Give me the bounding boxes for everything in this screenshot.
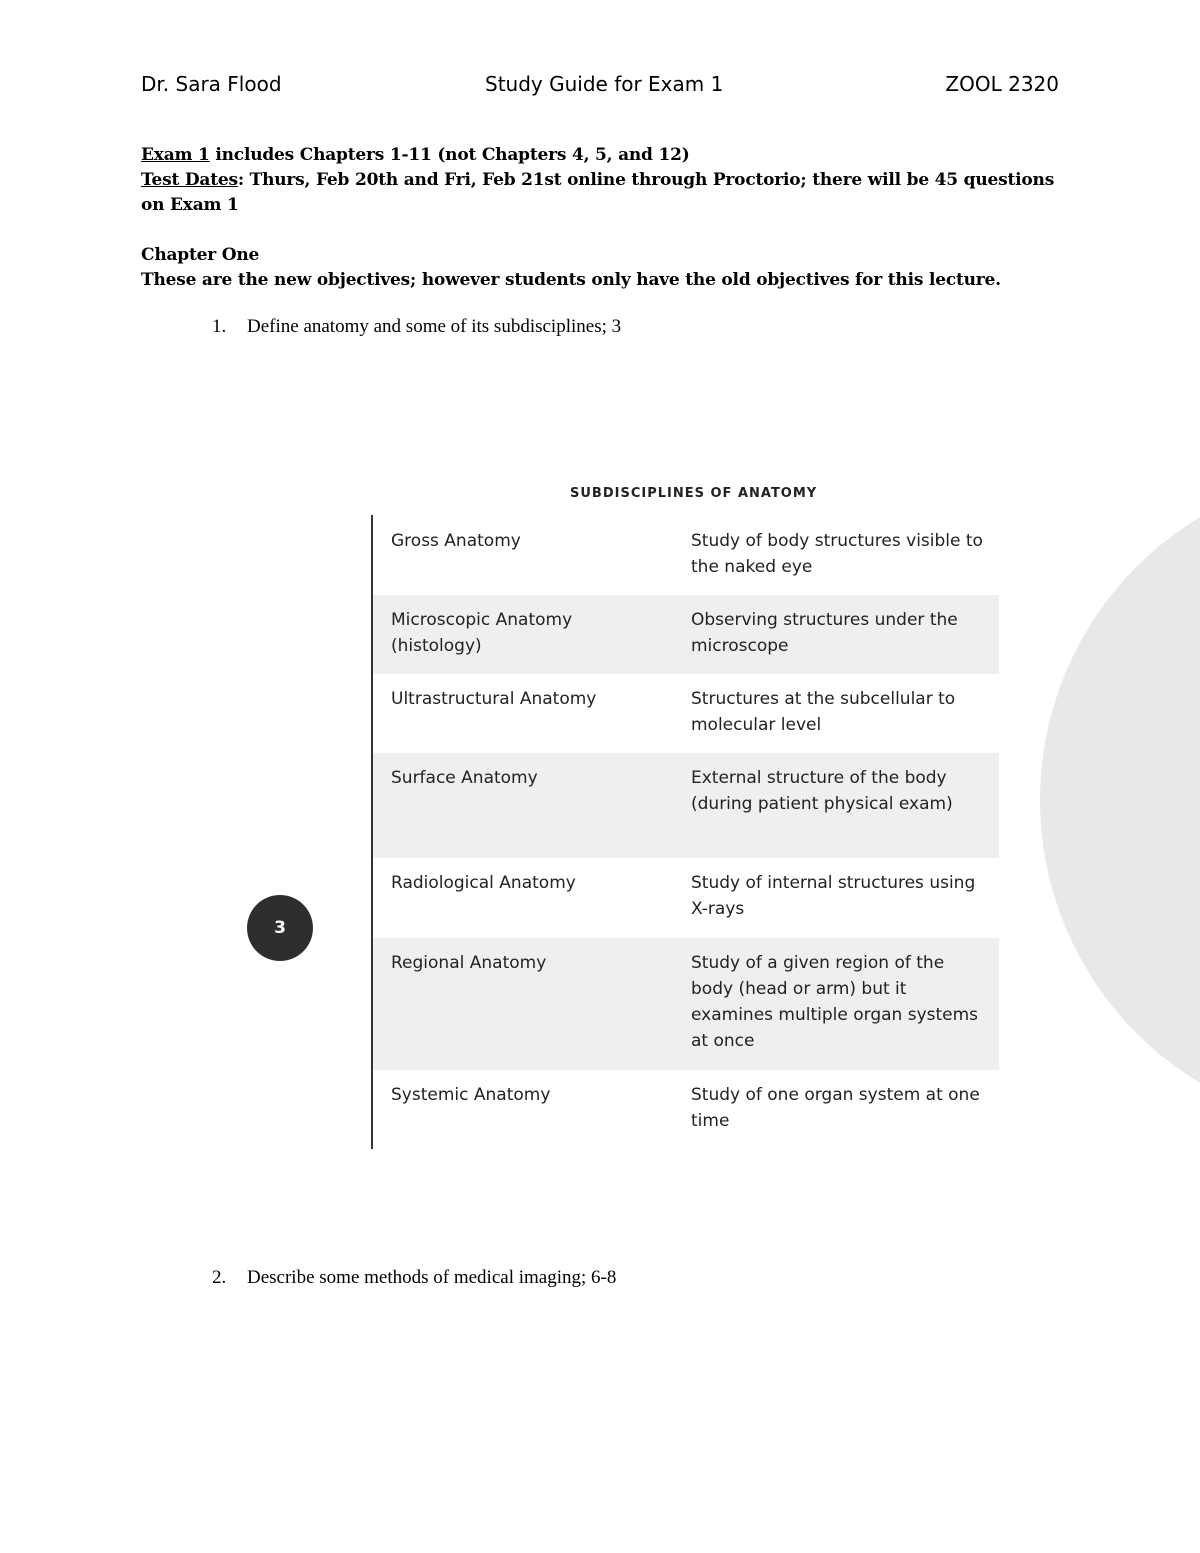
definition-cell: Study of internal structures using X-rays (691, 873, 976, 919)
definition-cell: Study of one organ system at one time (691, 1085, 980, 1131)
exam-scope-text: includes Chapters 1-11 (not Chapters 4, 5, and 12) (209, 145, 690, 165)
table-row (373, 674, 999, 753)
header-title: Study Guide for Exam 1 (485, 72, 724, 96)
term-cell: Radiological Anatomy (391, 873, 576, 893)
table-row (373, 1070, 999, 1149)
header-author: Dr. Sara Flood (141, 72, 282, 96)
table-row (373, 595, 999, 674)
term-cell: Systemic Anatomy (391, 1085, 551, 1105)
definition-cell: External structure of the body (during patient physical exam) (691, 768, 953, 814)
objective-item (212, 316, 621, 338)
chapter-title: Chapter One (141, 245, 260, 265)
slide-number-badge: 3 (247, 895, 313, 961)
subdisciplines-table (373, 516, 999, 1149)
objective-number: 2. (212, 1267, 227, 1288)
chapter-section (141, 243, 1101, 293)
header-course: ZOOL 2320 (945, 72, 1059, 96)
definition-cell: Observing structures under the microscope (691, 610, 958, 656)
objective-text: Define anatomy and some of its subdisciplines; 3 (247, 316, 622, 337)
exam-scope-line (141, 143, 1061, 168)
exam-label: Exam 1 (141, 145, 210, 165)
slide-title: SUBDISCIPLINES OF ANATOMY (570, 486, 818, 501)
test-dates-line (141, 168, 1061, 218)
objective-number: 1. (212, 316, 227, 337)
table-row (373, 858, 999, 938)
definition-cell: Structures at the subcellular to molecular level (691, 689, 956, 735)
table-row (373, 753, 999, 858)
term-cell: Gross Anatomy (391, 531, 521, 551)
term-cell: Regional Anatomy (391, 953, 547, 973)
definition-cell: Study of body structures visible to the naked eye (691, 531, 983, 577)
definition-cell: Study of a given region of the body (head or arm) but it examines multiple organ systems at once (691, 953, 979, 1051)
chapter-note: These are the new objectives; however students only have the old objectives for this lecture. (141, 270, 1001, 290)
exam-info (141, 143, 1061, 218)
table-row (373, 516, 999, 595)
term-cell: Surface Anatomy (391, 768, 538, 788)
term-cell: Ultrastructural Anatomy (391, 689, 597, 709)
objective-text: Describe some methods of medical imaging; 6-8 (247, 1267, 617, 1288)
term-cell: Microscopic Anatomy (histology) (391, 610, 573, 656)
test-dates-label: Test Dates (141, 170, 238, 190)
objective-item (212, 1267, 616, 1289)
decorative-circle (1040, 470, 1200, 1130)
test-dates-text: : Thurs, Feb 20th and Fri, Feb 21st online through Proctorio; there will be 45 questions on Exam 1 (141, 170, 1055, 215)
table-row (373, 938, 999, 1070)
